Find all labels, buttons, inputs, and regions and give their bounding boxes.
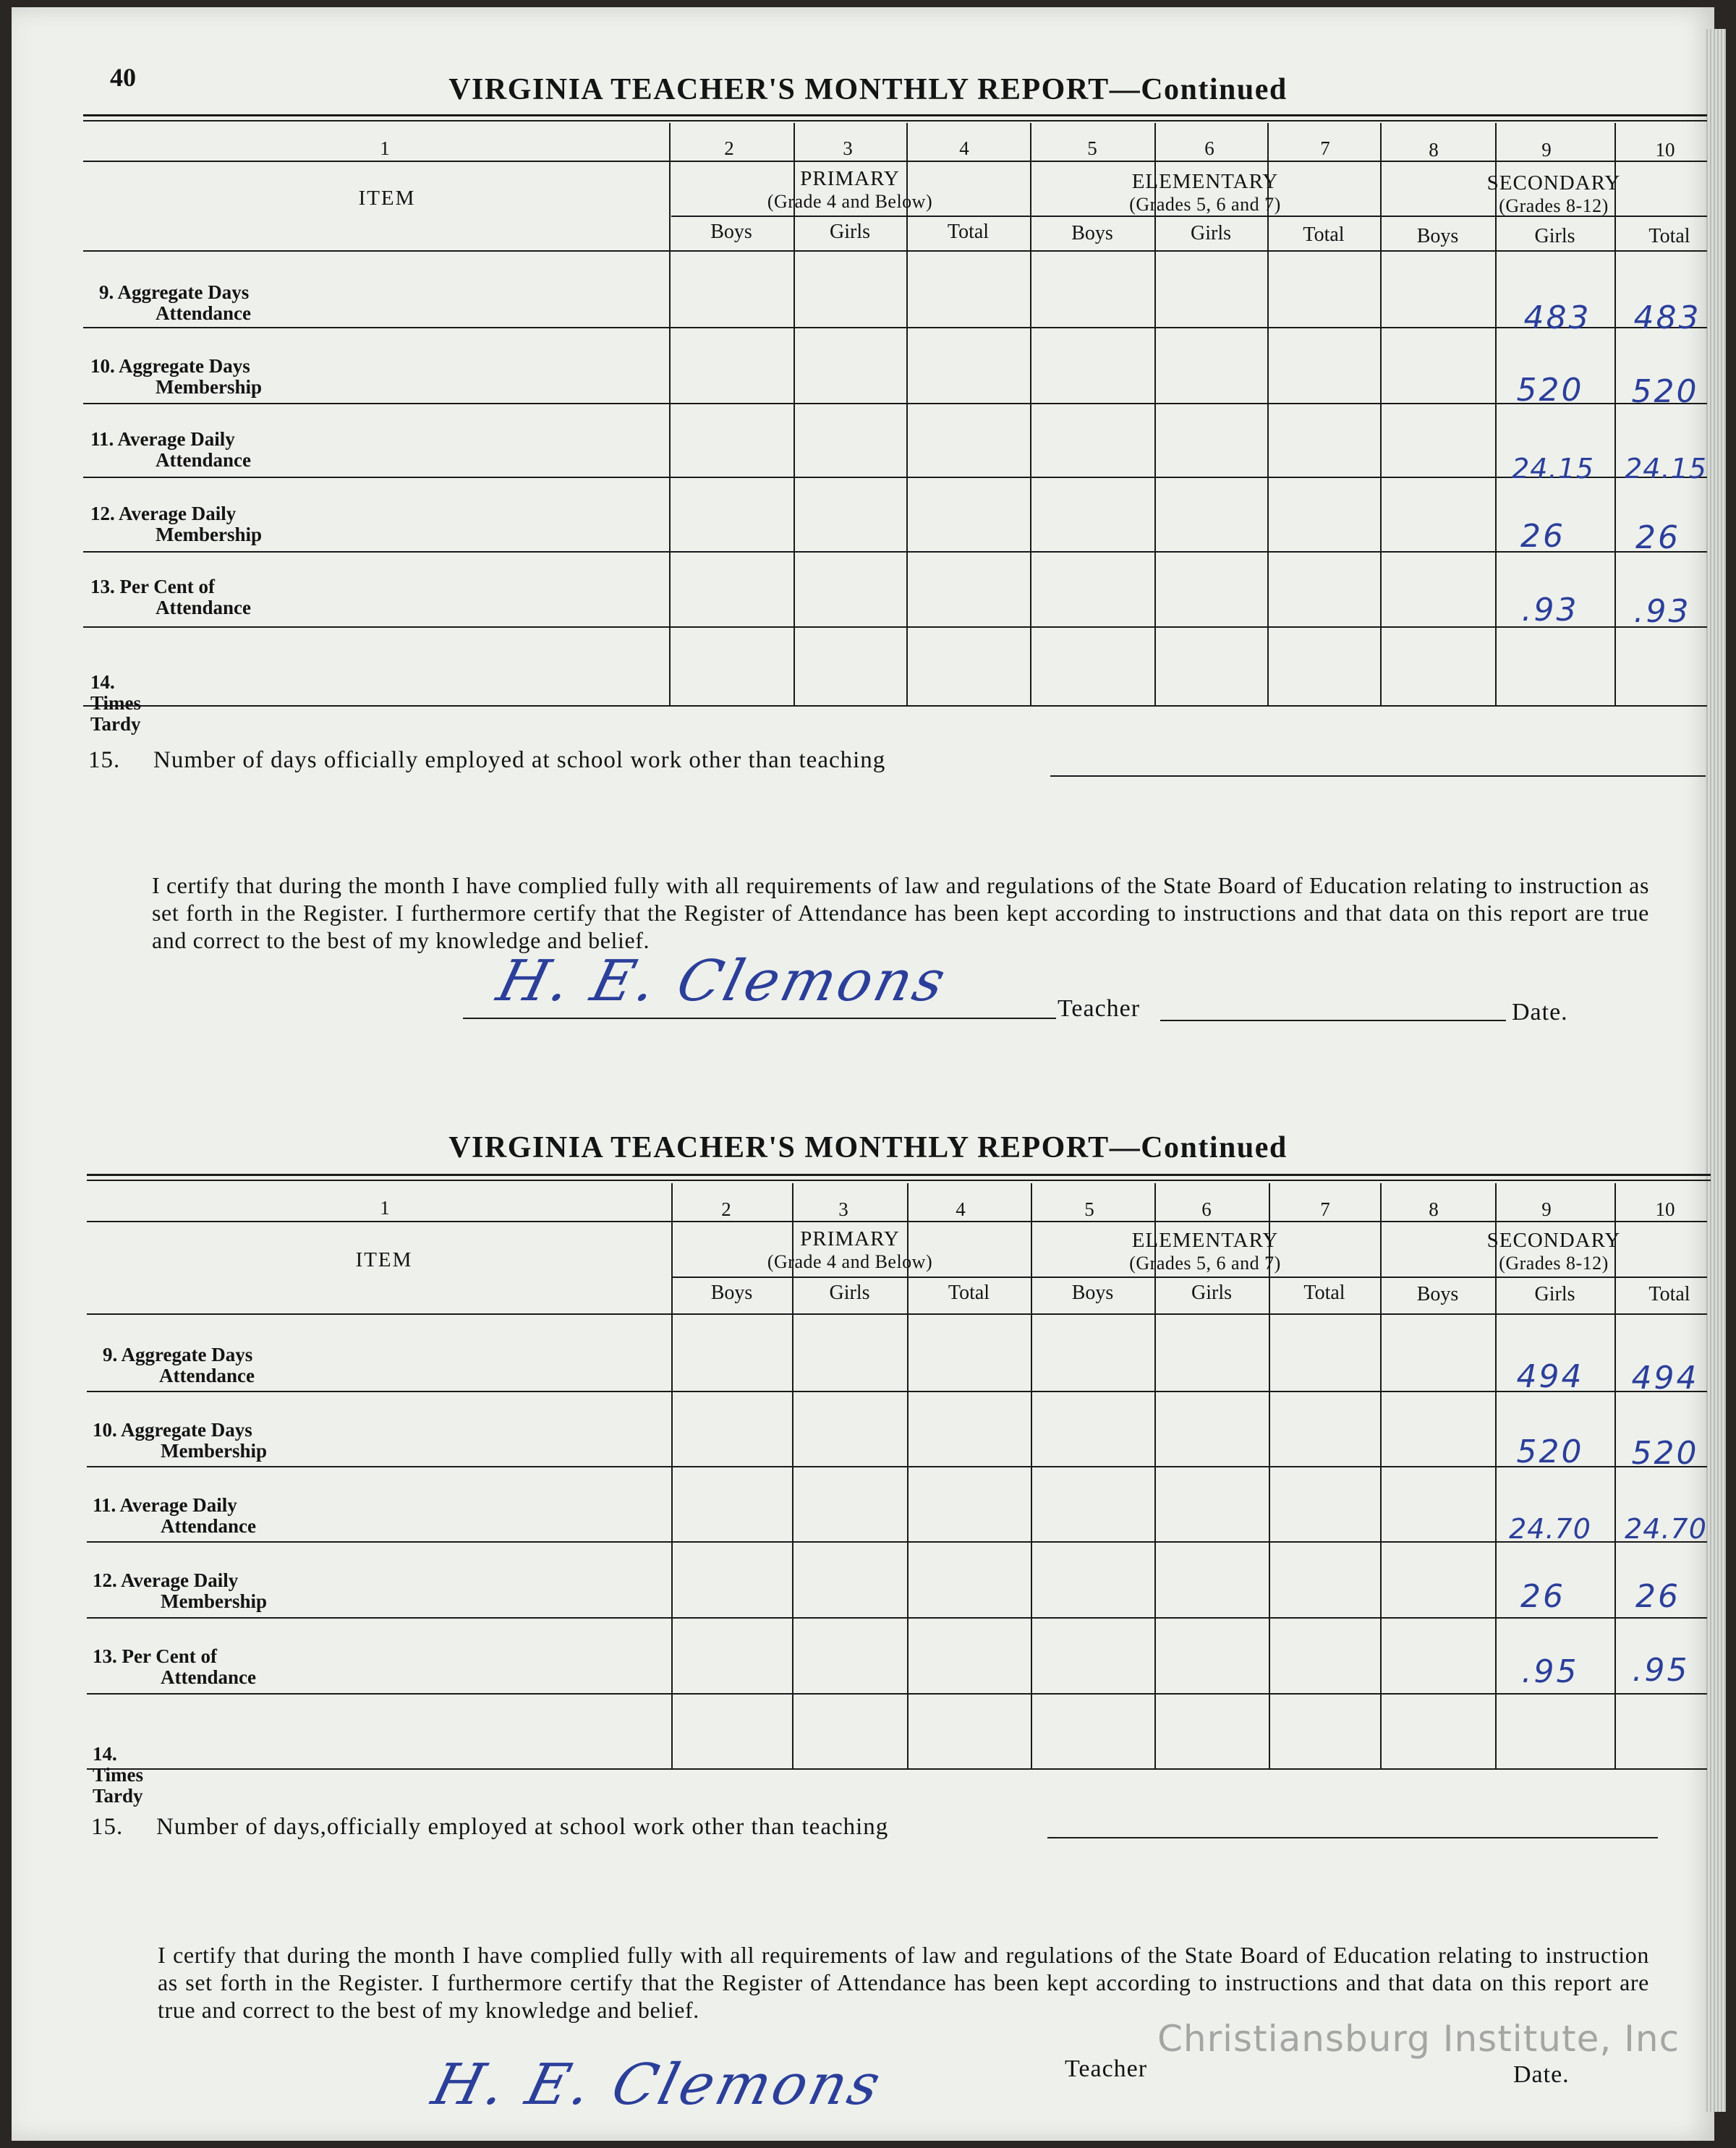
cell-secondary-girls: 494 [1516, 1358, 1584, 1395]
row-label-line: 9. Aggregate Days [103, 1344, 253, 1365]
group-header-secondary [1380, 172, 1727, 217]
column-number: 9 [1541, 139, 1552, 161]
teacher-label: Teacher [1065, 2055, 1148, 2082]
row-label-line: Attendance [161, 1515, 256, 1537]
subheader-boys: Boys [710, 1282, 753, 1304]
cell-secondary-girls: .95 [1521, 1653, 1579, 1690]
group-name: ELEMENTARY [1131, 170, 1279, 193]
date-line [1160, 1020, 1506, 1021]
cell-secondary-total: 483 [1633, 299, 1701, 336]
question-text: Number of days,officially employed at school work other than teaching [156, 1814, 889, 1840]
group-name: ELEMENTARY [1131, 1229, 1279, 1252]
group-header-secondary [1380, 1229, 1727, 1274]
question-text: Number of days officially employed at school work other than teaching [153, 747, 886, 773]
certification-text: I certify that during the month I have complied fully with all requirements of law and regulations of the State Board of Education relating to instruction as set forth in the Register. I furthermore certify that the Register of Attendance has been kept according to instructions and that data on this report are true and correct to the best of my knowledge and belief. [158, 1942, 1649, 2023]
row-label-times-tardy [93, 1744, 143, 1807]
subheader-girls: Girls [1534, 1283, 1575, 1305]
group-name: PRIMARY [800, 167, 900, 190]
column-number: 7 [1320, 1198, 1330, 1220]
cell-secondary-girls: 483 [1523, 299, 1591, 336]
subheader-total: Total [947, 221, 990, 243]
date-label: Date. [1513, 2061, 1570, 2088]
item-header: ITEM [355, 1248, 413, 1271]
group-name: SECONDARY [1486, 1229, 1621, 1252]
row-label-line: 11. Average Daily [93, 1494, 237, 1516]
subheader-boys: Boys [1416, 1283, 1459, 1305]
grid-line [671, 1277, 1707, 1278]
date-label: Date. [1512, 999, 1568, 1026]
row-label-line: 13. Per Cent of [90, 576, 215, 597]
cell-secondary-total: 520 [1631, 373, 1699, 410]
group-header-elementary [1030, 1229, 1380, 1274]
row-label-average-daily-membership [93, 1570, 267, 1612]
page-number: 40 [110, 63, 136, 92]
subheader-boys: Boys [710, 221, 752, 243]
grid-line [87, 1693, 1707, 1695]
grid-line [83, 626, 1707, 628]
page-edge [1704, 29, 1726, 2112]
question-number: 15. [88, 747, 121, 773]
column-number: 8 [1429, 1198, 1439, 1220]
row-label-line: Membership [156, 524, 262, 545]
cell-secondary-total: .93 [1633, 593, 1691, 630]
row-label-average-daily-attendance [93, 1495, 256, 1537]
subheader-boys: Boys [1071, 222, 1113, 244]
row-label-aggregate-days-attendance [103, 1344, 255, 1386]
teacher-label: Teacher [1058, 995, 1141, 1022]
row-label-line: 11. Average Daily [90, 428, 235, 450]
grid-line [83, 327, 1707, 328]
subheader-total: Total [1303, 223, 1345, 246]
cell-secondary-girls: 26 [1520, 1578, 1565, 1615]
column-number: 2 [721, 1198, 731, 1220]
question-number: 15. [91, 1814, 124, 1840]
column-number: 1 [380, 1197, 390, 1219]
row-label-line: 12. Average Daily [93, 1569, 239, 1591]
grid-line [83, 477, 1707, 478]
subheader-boys: Boys [1416, 225, 1459, 247]
group-header-primary [669, 1228, 1031, 1273]
grid-line [87, 1391, 1707, 1392]
subheader-girls: Girls [1191, 222, 1231, 244]
cell-secondary-total: 26 [1635, 519, 1680, 556]
group-subtitle: (Grades 5, 6 and 7) [1129, 194, 1281, 215]
subheader-boys: Boys [1071, 1282, 1114, 1304]
subheader-total: Total [1648, 225, 1690, 247]
row-label-line: 14. Times Tardy [90, 671, 142, 735]
column-number: 4 [959, 137, 969, 159]
row-label-line: 10. Aggregate Days [90, 355, 250, 377]
column-number: 5 [1084, 1198, 1094, 1220]
row-label-aggregate-days-attendance [99, 282, 251, 324]
row-label-line: Membership [156, 376, 262, 398]
column-number: 10 [1655, 1198, 1675, 1220]
row-label-line: Attendance [156, 302, 251, 324]
subheader-girls: Girls [830, 221, 870, 243]
group-name: PRIMARY [800, 1227, 900, 1250]
row-label-line: Attendance [159, 1365, 255, 1386]
grid-line [87, 1466, 1707, 1467]
column-number: 8 [1429, 139, 1439, 161]
row-label-line: 10. Aggregate Days [93, 1419, 252, 1441]
cell-secondary-girls: 520 [1516, 372, 1584, 409]
row-label-aggregate-days-membership [90, 356, 262, 398]
cell-secondary-girls: 520 [1516, 1433, 1584, 1470]
grid-line [83, 403, 1707, 404]
column-number: 6 [1201, 1198, 1212, 1220]
row-label-per-cent-attendance [90, 576, 251, 618]
row-label-line: Membership [161, 1590, 267, 1612]
item-header: ITEM [358, 187, 416, 210]
watermark: Christiansburg Institute, Inc [1157, 2018, 1680, 2060]
row-label-line: 12. Average Daily [90, 503, 237, 524]
group-subtitle: (Grade 4 and Below) [767, 1251, 933, 1272]
grid-line [87, 1617, 1707, 1619]
column-number: 3 [843, 137, 853, 159]
subheader-total: Total [1303, 1282, 1345, 1304]
column-number: 4 [956, 1198, 966, 1220]
question-15 [88, 747, 885, 774]
row-label-per-cent-attendance [93, 1646, 256, 1688]
teacher-signature: H. E. Clemons [490, 949, 955, 1014]
row-label-line: Attendance [161, 1666, 256, 1688]
answer-line [1047, 1837, 1658, 1838]
row-label-line: 14. Times Tardy [93, 1743, 144, 1807]
row-label-average-daily-attendance [90, 429, 251, 471]
grid-line [87, 1221, 1707, 1222]
grid-line [87, 1313, 1707, 1315]
question-15 [91, 1814, 888, 1841]
group-header-elementary [1030, 171, 1380, 216]
certification-text: I certify that during the month I have complied fully with all requirements of law and regulations of the State Board of Education relating to instruction as set forth in the Register. I furthermore certify that the Register of Attendance has been kept according to instructions and that data on this report are true and correct to the best of my knowledge and belief. [152, 872, 1649, 953]
subheader-total: Total [1648, 1283, 1690, 1305]
row-label-average-daily-membership [90, 503, 262, 545]
row-label-line: 13. Per Cent of [93, 1645, 217, 1667]
column-number: 1 [380, 137, 390, 159]
answer-line [1050, 775, 1706, 777]
column-number: 6 [1204, 137, 1214, 159]
report-title: VIRGINIA TEACHER'S MONTHLY REPORT—Continued [448, 1131, 1288, 1164]
group-subtitle: (Grade 4 and Below) [767, 191, 933, 212]
group-name: SECONDARY [1486, 171, 1621, 195]
row-label-line: Attendance [156, 597, 251, 618]
cell-secondary-total: 26 [1635, 1578, 1680, 1615]
cell-secondary-girls: 26 [1520, 518, 1565, 555]
subheader-girls: Girls [1191, 1282, 1232, 1304]
group-subtitle: (Grades 8-12) [1499, 1253, 1609, 1274]
cell-secondary-total: 24.70 [1625, 1513, 1707, 1545]
cell-secondary-girls: 24.15 [1512, 453, 1594, 485]
group-subtitle: (Grades 8-12) [1499, 195, 1609, 216]
row-label-aggregate-days-membership [93, 1420, 267, 1462]
row-label-times-tardy [90, 672, 141, 735]
row-label-line: Attendance [156, 449, 251, 471]
grid-line [83, 551, 1707, 553]
cell-secondary-total: .95 [1632, 1652, 1690, 1689]
grid-line [83, 250, 1707, 252]
subheader-girls: Girls [829, 1282, 870, 1304]
column-number: 3 [838, 1198, 848, 1220]
column-number: 9 [1541, 1198, 1552, 1220]
column-number: 7 [1320, 137, 1330, 159]
grid-line [83, 161, 1707, 162]
cell-secondary-total: 520 [1631, 1435, 1699, 1472]
row-label-line: Membership [161, 1440, 267, 1462]
group-subtitle: (Grades 5, 6 and 7) [1129, 1253, 1281, 1274]
cell-secondary-girls: 24.70 [1509, 1513, 1591, 1545]
signature-line [463, 1018, 1056, 1019]
column-number: 10 [1655, 139, 1675, 161]
column-number: 2 [724, 137, 734, 159]
teacher-signature: H. E. Clemons [425, 2053, 890, 2118]
row-label-line: 9. Aggregate Days [99, 281, 250, 303]
subheader-girls: Girls [1534, 225, 1575, 247]
cell-secondary-girls: .93 [1521, 592, 1579, 628]
cell-secondary-total: 494 [1631, 1360, 1699, 1397]
group-header-primary [669, 168, 1031, 213]
title-rule [87, 1174, 1711, 1181]
grid-line [87, 1768, 1707, 1770]
subheader-total: Total [948, 1282, 990, 1304]
report-title: VIRGINIA TEACHER'S MONTHLY REPORT—Continued [448, 73, 1288, 106]
grid-line [87, 1541, 1707, 1543]
grid-line [83, 705, 1707, 707]
cell-secondary-total: 24.15 [1625, 453, 1707, 485]
title-rule [83, 114, 1707, 122]
column-number: 5 [1087, 137, 1097, 159]
